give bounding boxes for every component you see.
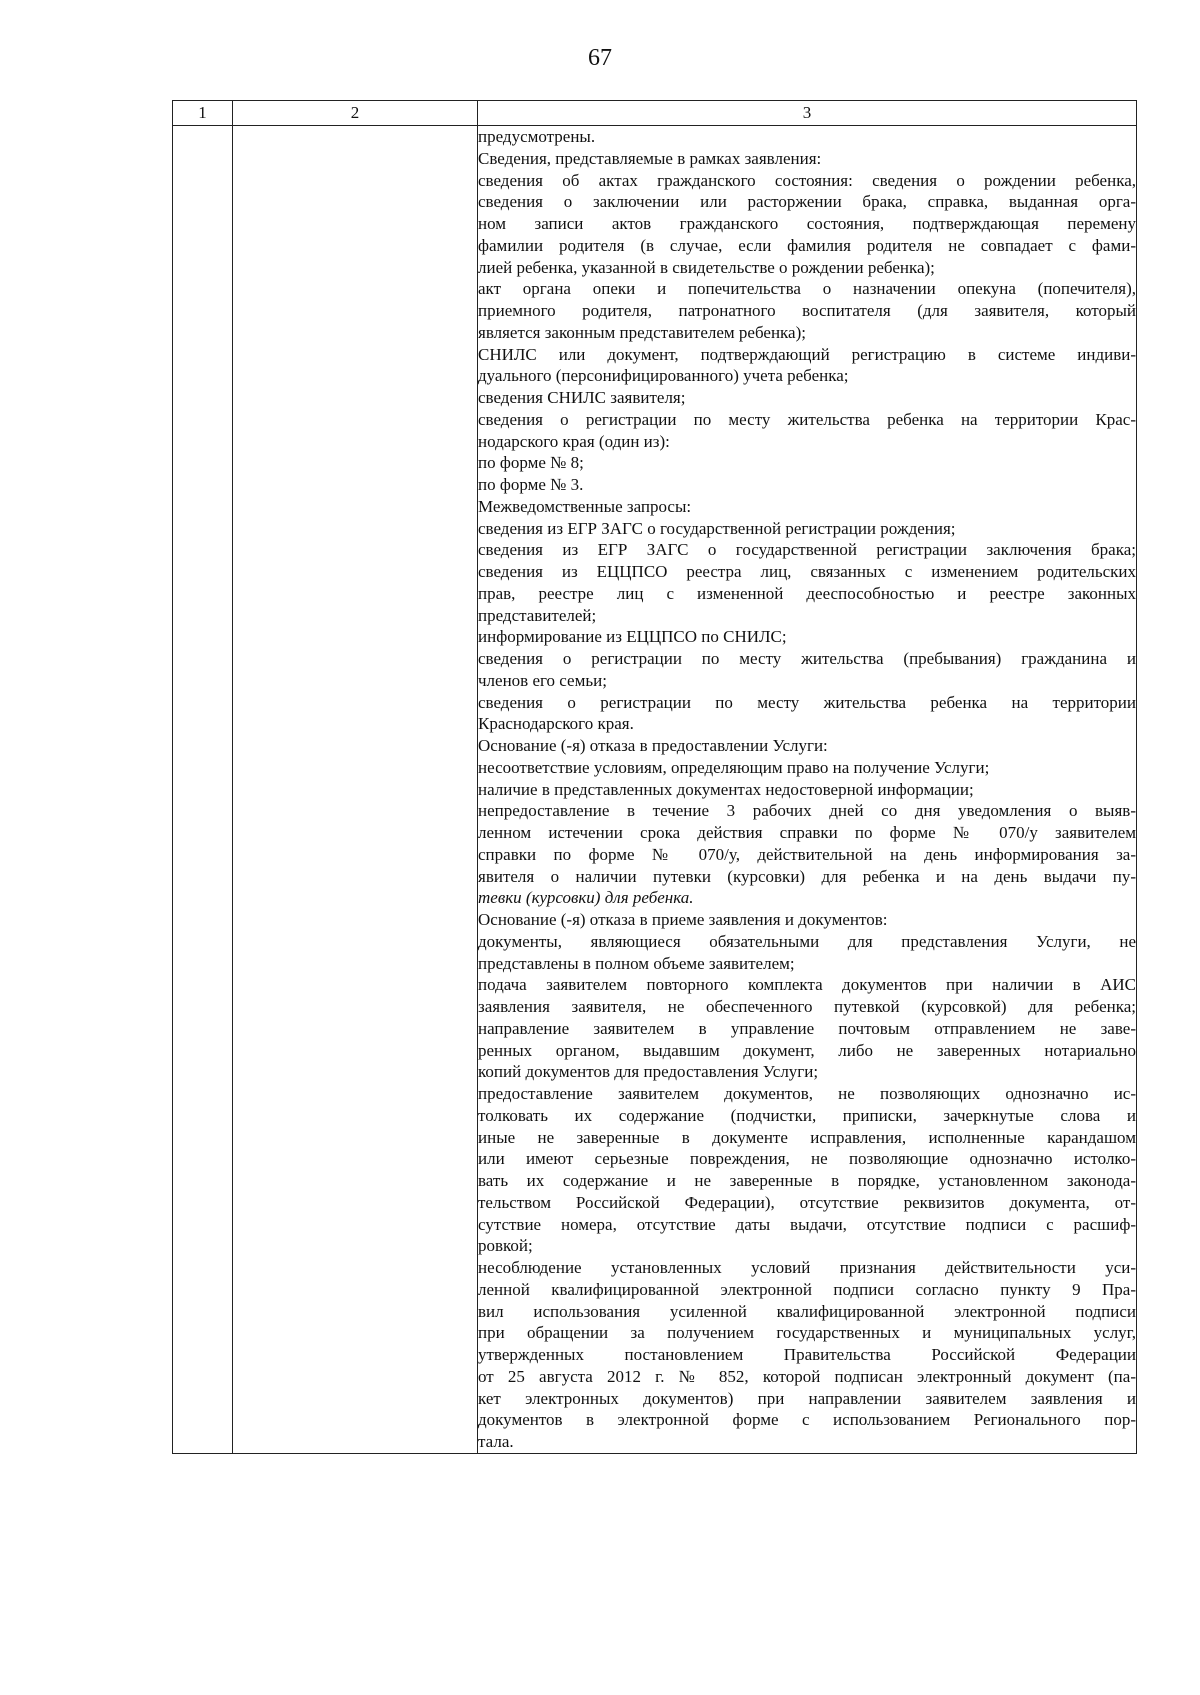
column-header-2: 2 (233, 101, 478, 126)
cell-column-3-text (478, 126, 1137, 1454)
column-header-1: 1 (173, 101, 233, 126)
text-line: от 25 августа 2012 г. № 852, которой подписан электронный документ (па- (478, 1366, 1136, 1386)
text-line: толковать их содержание (подчистки, приписки, зачеркнутые слова и (478, 1105, 1136, 1125)
text-line: Сведения, представляемые в рамках заявления: (478, 148, 822, 168)
text-line: прав, реестре лиц с измененной дееспособностью и реестре законных (478, 583, 1136, 603)
text-line: представлены в полном объеме заявителем; (478, 953, 795, 973)
text-line: фамилии родителя (в случае, если фамилия родителя не совпадает с фами- (478, 235, 1136, 255)
text-line: ровкой; (478, 1236, 533, 1256)
text-line: несоблюдение установленных условий признания действительности уси- (478, 1258, 1136, 1277)
text-line: сведения о регистрации по месту жительства ребенка на территории (478, 692, 1136, 712)
text-line: непредоставление в течение 3 рабочих дней со дня уведомления о выяв- (478, 801, 1136, 821)
text-line: Основание (-я) отказа в приеме заявления и документов: (478, 910, 888, 929)
cell-column-1 (173, 126, 233, 1454)
text-line: сведения из ЕГР ЗАГС о государственной регистрации заключения брака; (478, 540, 1136, 560)
text-line: сведения из ЕЦЦПСО реестра лиц, связанных с изменением родительских (478, 562, 1136, 581)
text-line: Межведомственные запросы: (478, 496, 692, 516)
text-line: тевки (курсовки) для ребенка. (478, 888, 694, 908)
text-line: лией ребенка, указанной в свидетельстве о рождении ребенка); (478, 257, 935, 277)
text-line: членов его семьи; (478, 670, 607, 690)
text-line: сведения об актах гражданского состояния: сведения о рождении ребенка, (478, 170, 1136, 190)
text-line: предусмотрены. (478, 127, 596, 146)
table-header-row (173, 101, 1137, 126)
text-line: Основание (-я) отказа в предоставлении Услуги: (478, 736, 828, 755)
text-line: иные не заверенные в документе исправления, исполненные карандашом (478, 1127, 1136, 1147)
text-line: справки по форме № 070/у, действительной на день информирования за- (478, 844, 1136, 864)
column-header-3: 3 (478, 101, 1137, 126)
text-line: приемного родителя, патронатного воспитателя (для заявителя, который (478, 301, 1136, 320)
text-line: представителей; (478, 605, 597, 625)
text-line: сведения СНИЛС заявителя; (478, 388, 686, 407)
text-line: тала. (478, 1432, 514, 1451)
text-line: при обращении за получением государственных и муниципальных услуг, (478, 1323, 1136, 1343)
text-line: или имеют серьезные повреждения, не позволяющие однозначно истолко- (478, 1149, 1136, 1169)
text-line: сведения о регистрации по месту жительства (пребывания) гражданина и (478, 649, 1136, 668)
text-line: подача заявителем повторного комплекта документов при наличии в АИС (478, 975, 1136, 995)
cell-column-2 (233, 126, 478, 1454)
text-line: заявления заявителя, не обеспеченного путевкой (курсовкой) для ребенка; (478, 997, 1136, 1016)
page-number: 67 (588, 45, 612, 71)
text-line: тельством Российской Федерации), отсутствие реквизитов документа, от- (478, 1192, 1136, 1212)
text-line: ленном истечении срока действия справки по форме № 070/у заявителем (478, 823, 1136, 842)
text-line: дуального (персонифицированного) учета ребенка; (478, 366, 849, 386)
text-line: сведения из ЕГР ЗАГС о государственной регистрации рождения; (478, 518, 956, 538)
requirements-table (172, 100, 1137, 1454)
text-line: сутствие номера, отсутствие даты выдачи, отсутствие подписи с расшиф- (478, 1214, 1136, 1234)
text-line: ленной квалифицированной электронной подписи согласно пункту 9 Пра- (478, 1279, 1136, 1299)
text-line: ном записи актов гражданского состояния, подтверждающая перемену (478, 214, 1136, 233)
text-line: акт органа опеки и попечительства о назначении опекуна (попечителя), (478, 279, 1136, 299)
text-line: Краснодарского края. (478, 714, 634, 734)
text-line: нодарского края (один из): (478, 431, 670, 451)
table-row (173, 126, 1137, 1454)
text-line: ренных органом, выдавшим документ, либо не заверенных нотариально (478, 1040, 1136, 1060)
text-line: СНИЛС или документ, подтверждающий регистрацию в системе индиви- (478, 344, 1136, 364)
text-line: копий документов для предоставления Услуги; (478, 1062, 819, 1082)
text-line: сведения о регистрации по месту жительства ребенка на территории Крас- (478, 409, 1136, 429)
text-line: по форме № 3. (478, 475, 584, 494)
text-line: утвержденных постановлением Правительства Российской Федерации (478, 1345, 1136, 1364)
text-line: документов в электронной форме с использованием Регионального пор- (478, 1410, 1136, 1430)
text-line: информирование из ЕЦЦПСО по СНИЛС; (478, 627, 787, 647)
text-line: документы, являющиеся обязательными для представления Услуги, не (478, 931, 1136, 951)
text-line: предоставление заявителем документов, не позволяющих однозначно ис- (478, 1084, 1136, 1103)
text-line: несоответствие условиям, определяющим право на получение Услуги; (478, 757, 990, 777)
text-line: направление заявителем в управление почтовым отправлением не заве- (478, 1018, 1136, 1038)
text-line: наличие в представленных документах недостоверной информации; (478, 779, 974, 799)
text-line: кет электронных документов) при направлении заявителем заявления и (478, 1388, 1136, 1408)
text-line: явителя о наличии путевки (курсовки) для ребенка и на день выдачи пу- (478, 866, 1136, 886)
text-line: вать их содержание и не заверенные в порядке, установленном законода- (478, 1171, 1136, 1190)
text-line: по форме № 8; (478, 453, 584, 473)
text-line: вил использования усиленной квалифицированной электронной подписи (478, 1301, 1136, 1321)
text-line: сведения о заключении или расторжении брака, справка, выданная орга- (478, 192, 1136, 212)
text-line: является законным представителем ребенка); (478, 322, 806, 342)
